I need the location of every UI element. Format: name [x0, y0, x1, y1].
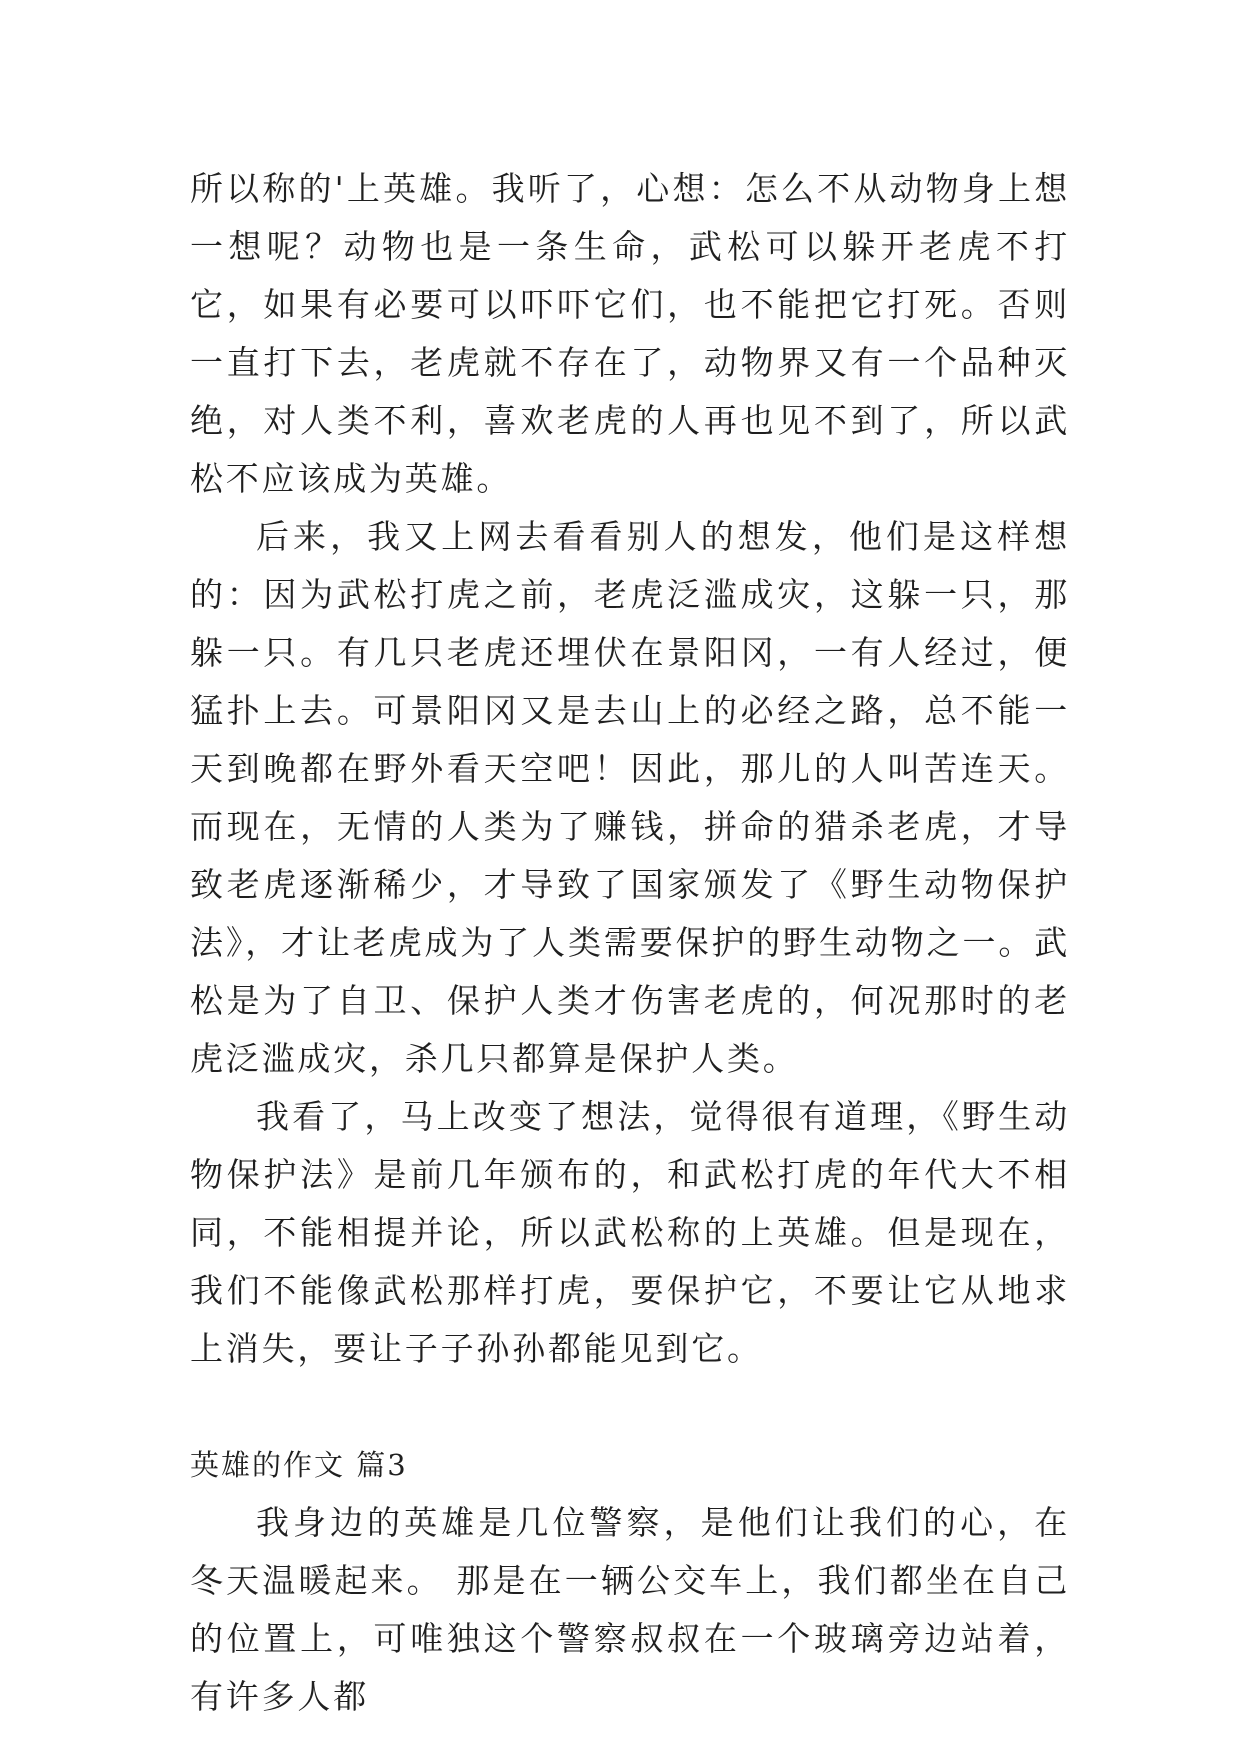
paragraph-1: 所以称的'上英雄。我听了，心想：怎么不从动物身上想一想呢？动物也是一条生命，武松可以躲开老虎不打它，如果有必要可以吓吓它们，也不能把它打死。否则一直打下去，老虎就不存在了，动物界又有一个品种灭绝，对人类不利，喜欢老虎的人再也见不到了，所以武松不应该成为英雄。	[190, 169, 1070, 498]
section-heading: 英雄的作文 篇3	[190, 1448, 408, 1482]
paragraph-4: 我身边的英雄是几位警察，是他们让我们的心，在冬天温暖起来。 那是在一辆公交车上，我们都坐在自己的位置上，可唯独这个警察叔叔在一个玻璃旁边站着，有许多人都	[190, 1503, 1070, 1716]
paragraph-3: 我看了，马上改变了想法，觉得很有道理，《野生动物保护法》是前几年颁布的，和武松打虎的年代大不相同，不能相提并论，所以武松称的上英雄。但是现在，我们不能像武松那样打虎，要保护它，不要让它从地求上消失，要让子子孙孙都能见到它。	[190, 1097, 1070, 1368]
paragraph-2: 后来，我又上网去看看别人的想发，他们是这样想的：因为武松打虎之前，老虎泛滥成灾，这躲一只，那躲一只。有几只老虎还埋伏在景阳冈，一有人经过，便猛扑上去。可景阳冈又是去山上的必经之路，总不能一天到晚都在野外看天空吧！因此，那儿的人叫苦连天。而现在，无情的人类为了赚钱，拼命的猎杀老虎，才导致老虎逐渐稀少，才导致了国家颁发了《野生动物保护法》，才让老虎成为了人类需要保护的野生动物之一。武松是为了自卫、保护人类才伤害老虎的，何况那时的老虎泛滥成灾，杀几只都算是保护人类。	[190, 517, 1070, 1078]
document-body	[190, 160, 1070, 1726]
